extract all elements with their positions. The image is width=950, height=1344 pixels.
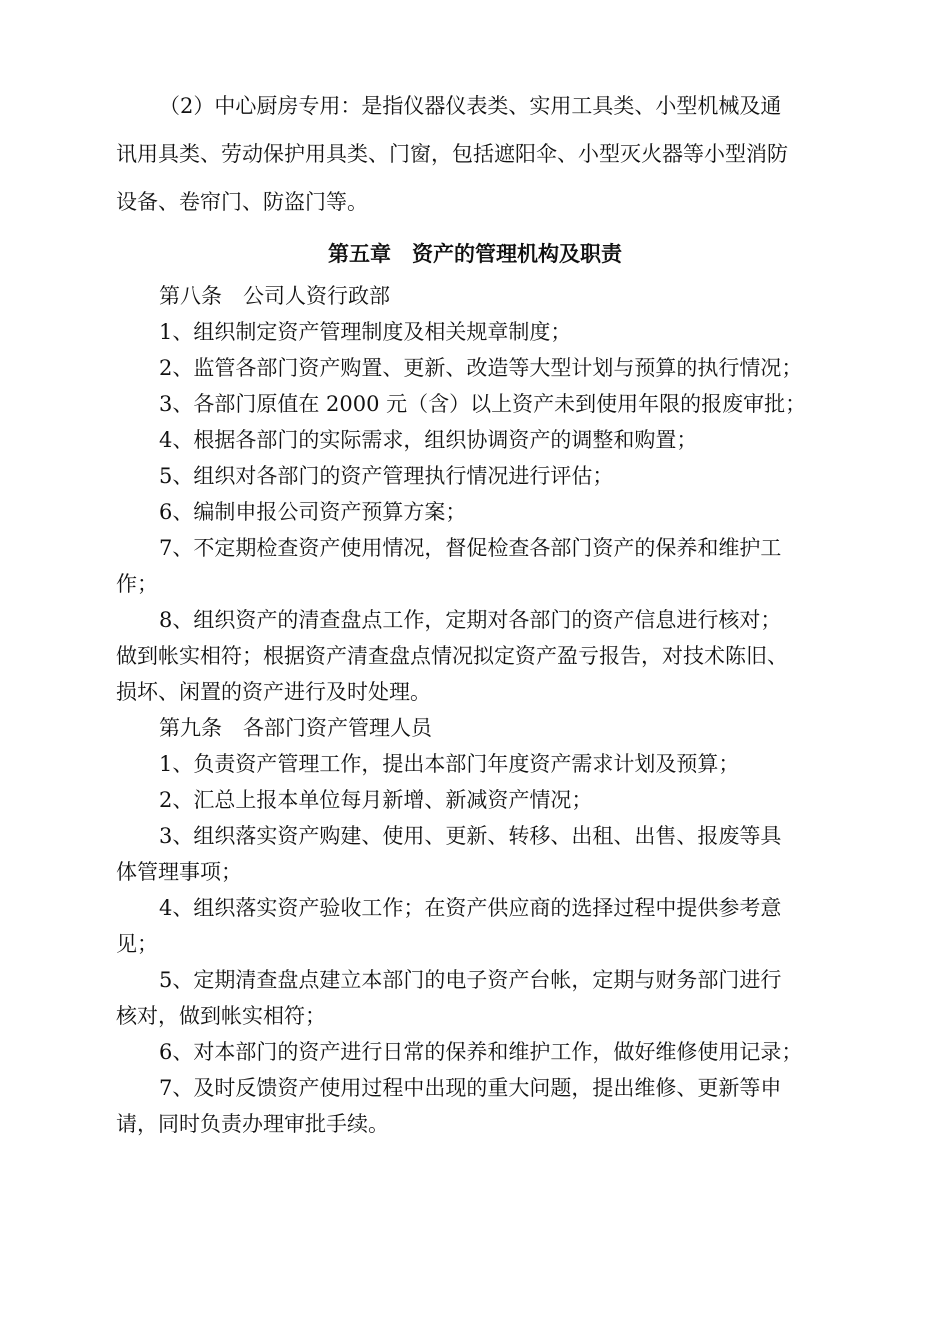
article-8-item: 7、不定期检查资产使用情况，督促检查各部门资产的保养和维护工 [159, 536, 782, 560]
article-9-item: 4、组织落实资产验收工作；在资产供应商的选择过程中提供参考意 [159, 896, 782, 920]
document-body [116, 82, 834, 1142]
article-9-item: 3、组织落实资产购建、使用、更新、转移、出租、出售、报废等具 [159, 824, 782, 848]
article-9-item: 6、对本部门的资产进行日常的保养和维护工作，做好维修使用记录； [159, 1040, 803, 1064]
intro-line-3: 设备、卷帘门、防盗门等。 [116, 190, 368, 214]
intro-line-1: （2）中心厨房专用：是指仪器仪表类、实用工具类、小型机械及通 [159, 94, 782, 118]
article-8-item-continuation: 损坏、闲置的资产进行及时处理。 [116, 680, 431, 704]
article-9-item-continuation: 核对，做到帐实相符； [116, 1004, 326, 1028]
article-8-item: 5、组织对各部门的资产管理执行情况进行评估； [159, 464, 614, 488]
chapter-title: 第五章 资产的管理机构及职责 [328, 241, 622, 266]
article-9-item: 2、汇总上报本单位每月新增、新减资产情况； [159, 788, 593, 812]
article-9-item: 5、定期清查盘点建立本部门的电子资产台帐，定期与财务部门进行 [159, 968, 782, 992]
article-9-title: 第九条 各部门资产管理人员 [159, 716, 432, 740]
article-8-item: 8、组织资产的清查盘点工作，定期对各部门的资产信息进行核对； [159, 608, 782, 632]
article-9-item-continuation: 请，同时负责办理审批手续。 [116, 1112, 389, 1136]
article-9-item: 1、负责资产管理工作，提出本部门年度资产需求计划及预算； [159, 752, 740, 776]
article-8-item: 1、组织制定资产管理制度及相关规章制度； [159, 320, 572, 344]
article-8-item-continuation: 做到帐实相符；根据资产清查盘点情况拟定资产盈亏报告，对技术陈旧、 [116, 644, 788, 668]
article-9-item-continuation: 见； [116, 932, 158, 956]
article-8-item-continuation: 作； [116, 572, 158, 596]
article-8-item: 3、各部门原值在 2000 元（含）以上资产未到使用年限的报废审批； [159, 392, 807, 416]
article-9-item-continuation: 体管理事项； [116, 860, 242, 884]
article-8-item: 4、根据各部门的实际需求，组织协调资产的调整和购置； [159, 428, 698, 452]
article-8-item: 2、监管各部门资产购置、更新、改造等大型计划与预算的执行情况； [159, 356, 803, 380]
article-8-item: 6、编制申报公司资产预算方案； [159, 500, 467, 524]
article-8-title: 第八条 公司人资行政部 [159, 284, 390, 308]
article-9-item: 7、及时反馈资产使用过程中出现的重大问题，提出维修、更新等申 [159, 1076, 782, 1100]
intro-line-2: 讯用具类、劳动保护用具类、门窗，包括遮阳伞、小型灭火器等小型消防 [116, 142, 788, 166]
